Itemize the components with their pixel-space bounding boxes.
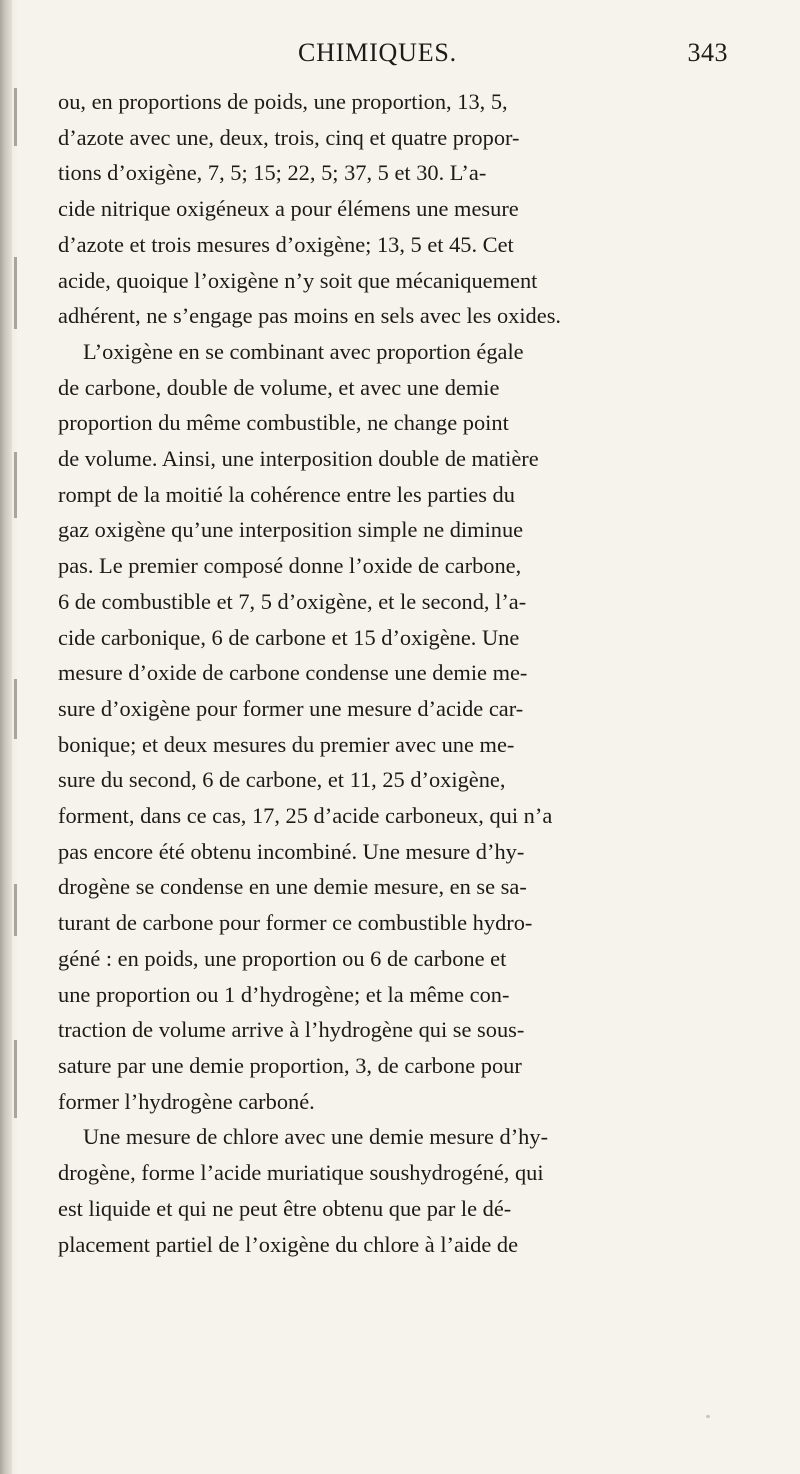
- text-line: placement partiel de l’oxigène du chlore à l’aide de: [58, 1231, 519, 1257]
- body-text: [58, 84, 740, 1262]
- text-line: d’azote et trois mesures d’oxigène; 13, 5 et 45. Cet: [58, 231, 514, 257]
- book-binding-edge: [0, 0, 12, 1474]
- text-line: pas. Le premier composé donne l’oxide de carbone,: [58, 553, 522, 579]
- text-line: drogène se condense en une demie mesure, en se sa-: [58, 874, 527, 900]
- text-line: 6 de combustible et 7, 5 d’oxigène, et le second, l’a-: [58, 588, 527, 614]
- text-line: de carbone, double de volume, et avec une demie: [58, 374, 500, 400]
- text-line: sure d’oxigène pour former une mesure d’acide car-: [58, 695, 524, 721]
- binding-shadow-mark: [14, 679, 17, 739]
- text-line: ou, en proportions de poids, une proportion, 13, 5,: [58, 89, 508, 114]
- page-number: 343: [687, 38, 728, 67]
- text-line: drogène, forme l’acide muriatique soushydrogéné, qui: [58, 1160, 544, 1186]
- text-line: géné : en poids, une proportion ou 6 de carbone et: [58, 945, 507, 971]
- text-line: gaz oxigène qu’une interposition simple ne diminue: [58, 517, 524, 543]
- text-line: former l’hydrogène carboné.: [58, 1088, 315, 1114]
- binding-shadow-mark: [14, 1040, 17, 1118]
- text-line: cide nitrique oxigéneux a pour élémens une mesure: [58, 196, 519, 222]
- text-line: d’azote avec une, deux, trois, cinq et quatre propor-: [58, 124, 520, 150]
- text-line: bonique; et deux mesures du premier avec une me-: [58, 731, 515, 757]
- text-line: tions d’oxigène, 7, 5; 15; 22, 5; 37, 5 et 30. L’a-: [58, 160, 487, 186]
- running-title: CHIMIQUES.: [298, 38, 457, 67]
- text-line: pas encore été obtenu incombiné. Une mesure d’hy-: [58, 838, 525, 864]
- text-line: sature par une demie proportion, 3, de carbone pour: [58, 1052, 522, 1078]
- text-line: de volume. Ainsi, une interposition double de matière: [58, 446, 539, 472]
- text-line: rompt de la moitié la cohérence entre les parties du: [58, 481, 515, 507]
- scan-dust-spot: [706, 1415, 710, 1418]
- text-line: proportion du même combustible, ne change point: [58, 410, 509, 436]
- binding-shadow-mark: [14, 257, 17, 329]
- text-line: sure du second, 6 de carbone, et 11, 25 d’oxigène,: [58, 767, 506, 793]
- text-line: une proportion ou 1 d’hydrogène; et la même con-: [58, 981, 510, 1007]
- text-line: adhérent, ne s’engage pas moins en sels avec les oxides.: [58, 303, 562, 329]
- page-header: [58, 38, 728, 72]
- text-line: acide, quoique l’oxigène n’y soit que mécaniquement: [58, 267, 538, 293]
- text-line: est liquide et qui ne peut être obtenu que par le dé-: [58, 1195, 512, 1221]
- text-line: mesure d’oxide de carbone condense une demie me-: [58, 660, 528, 686]
- binding-shadow-mark: [14, 452, 17, 518]
- text-line: traction de volume arrive à l’hydrogène qui se sous-: [58, 1017, 525, 1043]
- binding-shadow-mark: [14, 88, 17, 146]
- paragraph-start-line: L’oxigène en se combinant avec proportion égale: [83, 338, 524, 364]
- text-line: turant de carbone pour former ce combustible hydro-: [58, 910, 533, 936]
- paragraph-start-line: Une mesure de chlore avec une demie mesure d’hy-: [83, 1124, 549, 1150]
- text-line: forment, dans ce cas, 17, 25 d’acide carboneux, qui n’a: [58, 803, 553, 829]
- binding-shadow-mark: [14, 884, 17, 936]
- text-line: cide carbonique, 6 de carbone et 15 d’oxigène. Une: [58, 624, 520, 650]
